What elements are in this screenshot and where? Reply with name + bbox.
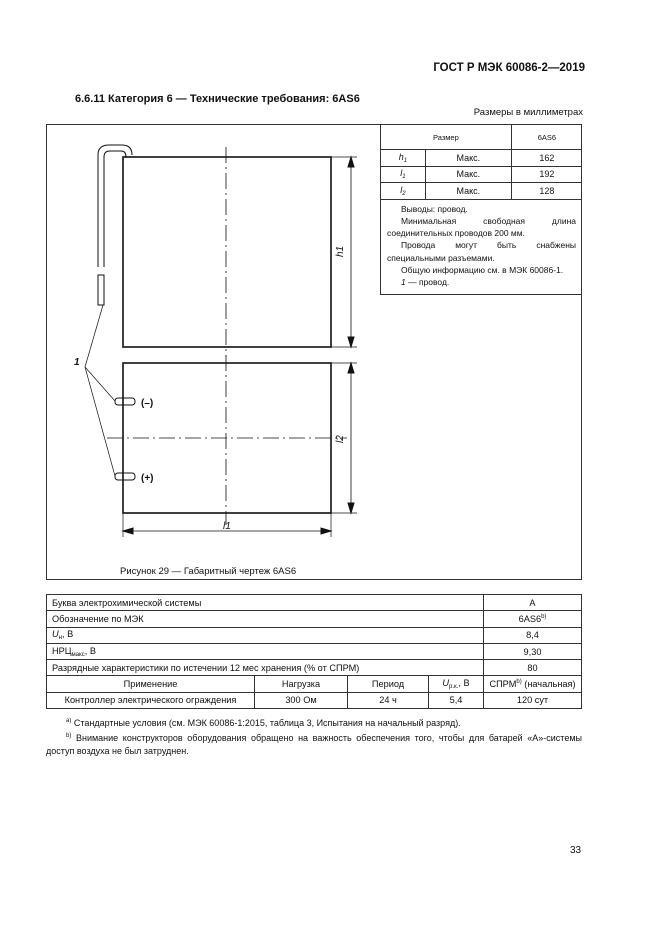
- page-number: 33: [570, 845, 582, 856]
- battery-drawing: [47, 125, 381, 581]
- units-note: Размеры в миллиметрах: [473, 107, 583, 118]
- table-row: $l_1$ Макс. 192: [381, 166, 582, 183]
- dims-header-size: Размер: [381, 125, 511, 150]
- terminal-plus: [115, 473, 135, 480]
- plus-label: (+): [141, 473, 154, 484]
- footnote-b: $^{b)}$ Внимание конструкторов оборудования обращено на важность обеспечения того, чтобы для батарей «А»-системы доступ воздуха не был затруднен.: [46, 733, 582, 756]
- l1-label: l1: [223, 521, 231, 532]
- table-row: $НРЦ_{макс}$, В 9,30: [47, 643, 582, 659]
- spec-table: [46, 594, 582, 709]
- standard-header: ГОСТ Р МЭК 60086-2—2019: [433, 62, 585, 74]
- figure-notes: Выводы: провод. Минимальная свободная длина соединительных проводов 200 мм. Провода могут быть снабжены специальными разъемами. Общую информацию см. в МЭК 60086-1. 1 — провод.: [387, 203, 576, 288]
- table-row: Разрядные характеристики по истечении 12 мес хранения (% от СПРМ) 80: [47, 660, 582, 676]
- section-title: 6.6.11 Категория 6 — Технические требования: 6AS6: [75, 93, 360, 105]
- table-row: Применение Нагрузка Период $U_{р.к.}$, В СПРМ$^{b)}$ (начальная): [47, 676, 582, 692]
- table-row: $l_2$ Макс. 128: [381, 183, 582, 200]
- dimensions-panel: [380, 125, 582, 295]
- top-view-body: [123, 157, 331, 347]
- dims-header-type: 6AS6: [511, 125, 582, 150]
- figure-box: [46, 124, 582, 580]
- wire-top: [98, 145, 132, 267]
- figure-caption: Рисунок 29 — Габаритный чертеж 6AS6: [120, 566, 297, 577]
- wire-end: [98, 275, 104, 305]
- table-row: $U_н$, В 8,4: [47, 627, 582, 643]
- dimensions-table: [381, 125, 582, 200]
- callout-label: 1: [74, 357, 80, 368]
- table-row: $h_1$ Макс. 162: [381, 150, 582, 167]
- table-row: Обозначение по МЭК 6AS6$^{b)}$: [47, 611, 582, 627]
- table-row: Буква электрохимической системы A: [47, 595, 582, 611]
- footnotes: [46, 715, 582, 758]
- terminal-minus: [115, 398, 135, 405]
- h1-label: h1: [335, 245, 346, 257]
- minus-label: (–): [141, 398, 154, 409]
- l2-label: l2: [335, 435, 346, 443]
- footnote-a: $^{a)}$ Стандартные условия (см. МЭК 60086-1:2015, таблица 3, Испытания на начальный разряд).: [66, 718, 461, 728]
- table-row: Контроллер электрического ограждения 300 Ом 24 ч 5,4 120 сут: [47, 692, 582, 708]
